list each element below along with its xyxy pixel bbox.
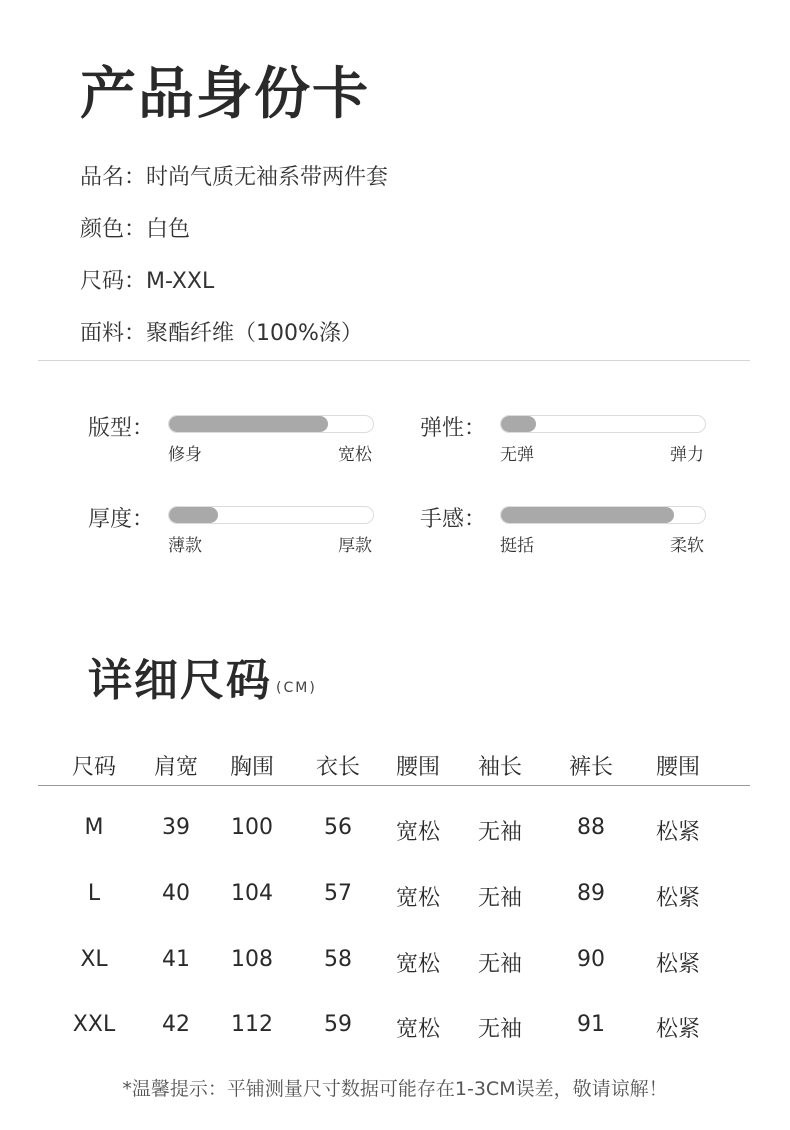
table-cell: 松紧 (655, 952, 701, 977)
info-row-color (80, 212, 190, 243)
attr-label-hand-feel: 手感： (420, 507, 487, 532)
table-cell: 56 (324, 815, 352, 840)
fit-scale-bar (168, 415, 374, 433)
info-value: 聚酯纤维（100%涤） (146, 321, 363, 346)
table-cell: 41 (162, 947, 190, 972)
table-header: 尺码 (71, 755, 117, 780)
fit-scale-min: 修身 (168, 445, 202, 465)
table-header: 肩宽 (153, 755, 199, 780)
table-cell: 无袖 (477, 1017, 523, 1042)
thickness-scale-fill (169, 507, 218, 523)
measurement-note: *温馨提示：平铺测量尺寸数据可能存在1-3CM误差，敬请谅解！ (122, 1078, 668, 1100)
fit-scale-fill (169, 416, 328, 432)
table-cell: 91 (577, 1012, 605, 1037)
elasticity-scale-min: 无弹 (500, 445, 534, 465)
table-cell: 宽松 (395, 1017, 441, 1042)
table-cell: 112 (231, 1012, 273, 1037)
info-value: 时尚气质无袖系带两件套 (146, 165, 389, 190)
elasticity-scale-fill (501, 416, 536, 432)
table-cell: XL (80, 947, 108, 972)
table-header: 腰围 (655, 755, 701, 780)
fit-scale-max: 宽松 (338, 445, 372, 465)
attr-label-fit: 版型： (88, 416, 155, 441)
table-cell: 58 (324, 947, 352, 972)
table-cell: 108 (231, 947, 273, 972)
hand-feel-scale-bar (500, 506, 706, 524)
page-title: 产品身份卡 (80, 62, 370, 127)
table-cell: 无袖 (477, 820, 523, 845)
table-header: 袖长 (477, 755, 523, 780)
size-section-unit: (CM) (276, 680, 317, 696)
hand-feel-scale-max: 柔软 (670, 536, 704, 556)
table-cell: 松紧 (655, 1017, 701, 1042)
attr-label-elasticity: 弹性： (420, 416, 487, 441)
section-divider (38, 360, 750, 361)
table-cell: 57 (324, 881, 352, 906)
table-cell: 88 (577, 815, 605, 840)
table-cell: 松紧 (655, 820, 701, 845)
info-value: 白色 (146, 217, 191, 242)
table-cell: 宽松 (395, 820, 441, 845)
table-cell: 42 (162, 1012, 190, 1037)
table-cell: 59 (324, 1012, 352, 1037)
table-cell: M (84, 815, 104, 840)
table-cell: 104 (231, 881, 273, 906)
table-cell: 90 (577, 947, 605, 972)
info-value: M-XXL (146, 269, 215, 294)
elasticity-scale-max: 弹力 (670, 445, 704, 465)
table-cell: 宽松 (395, 886, 441, 911)
attr-label-thickness: 厚度： (88, 507, 155, 532)
table-cell: 40 (162, 881, 190, 906)
table-cell: 松紧 (655, 886, 701, 911)
info-label: 颜色： (80, 217, 147, 242)
hand-feel-scale-min: 挺括 (500, 536, 534, 556)
table-cell: L (87, 881, 101, 906)
table-header: 裤长 (568, 755, 614, 780)
table-cell: 89 (577, 881, 605, 906)
table-cell: 39 (162, 815, 190, 840)
table-header: 衣长 (315, 755, 361, 780)
table-cell: 宽松 (395, 952, 441, 977)
info-label: 品名： (80, 165, 147, 190)
info-row-fabric (80, 316, 363, 347)
table-cell: 100 (231, 815, 273, 840)
table-cell: XXL (72, 1012, 116, 1037)
info-label: 面料： (80, 321, 147, 346)
elasticity-scale-bar (500, 415, 706, 433)
table-header-divider (38, 785, 750, 786)
thickness-scale-min: 薄款 (168, 536, 202, 556)
table-cell: 无袖 (477, 886, 523, 911)
thickness-scale-max: 厚款 (338, 536, 372, 556)
info-row-name (80, 160, 388, 191)
size-section-title: 详细尺码 (88, 655, 272, 706)
info-label: 尺码： (80, 269, 147, 294)
info-row-size (80, 264, 214, 295)
table-cell: 无袖 (477, 952, 523, 977)
hand-feel-scale-fill (501, 507, 674, 523)
table-header: 腰围 (395, 755, 441, 780)
table-header: 胸围 (229, 755, 275, 780)
thickness-scale-bar (168, 506, 374, 524)
